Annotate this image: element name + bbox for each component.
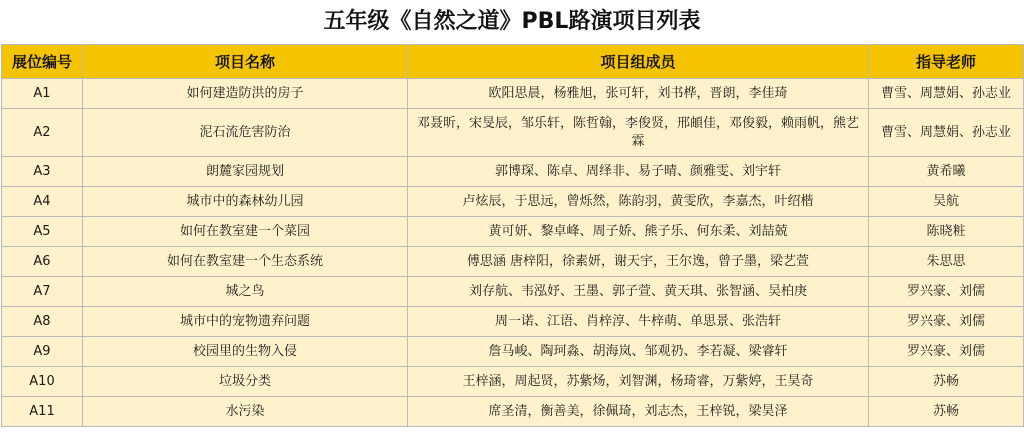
project-name-cell: 城市中的宠物遗弃问题 [83,307,408,337]
teachers-cell: 吴航 [869,187,1024,217]
booth-id-cell: A5 [2,217,83,247]
table-row [2,277,1024,307]
members-cell: 席圣清，衡善美，徐佩琦，刘志杰，王梓锐，梁昊泽 [408,397,869,427]
table-row [2,307,1024,337]
teachers-cell: 黄希曦 [869,157,1024,187]
booth-id-cell: A3 [2,157,83,187]
header-project-name: 项目名称 [83,45,408,79]
project-name-cell: 如何在教室建一个生态系统 [83,247,408,277]
table-row [2,367,1024,397]
members-cell: 詹马峻、陶珂淼、胡海岚、邹观礽、李若凝、梁睿轩 [408,337,869,367]
teachers-cell: 罗兴豪、刘儒 [869,337,1024,367]
members-cell: 欧阳思晨，杨雅旭，张可轩，刘书桦，晋朗，李佳琦 [408,79,869,109]
members-cell: 周一诺、江语、肖梓淳、牛梓萌、单思景、张浩轩 [408,307,869,337]
teachers-cell: 苏畅 [869,367,1024,397]
booth-id-cell: A10 [2,367,83,397]
header-members: 项目组成员 [408,45,869,79]
table-header-row [2,45,1024,79]
teachers-cell: 曹雪、周慧娟、孙志业 [869,109,1024,157]
project-name-cell: 城市中的森林幼儿园 [83,187,408,217]
teachers-cell: 苏畅 [869,397,1024,427]
booth-id-cell: A7 [2,277,83,307]
header-booth-id: 展位编号 [2,45,83,79]
project-name-cell: 城之鸟 [83,277,408,307]
booth-id-cell: A11 [2,397,83,427]
members-cell: 郭博琛、陈卓、周绎非、易子晴、颜雅雯、刘宇轩 [408,157,869,187]
booth-id-cell: A1 [2,79,83,109]
booth-id-cell: A6 [2,247,83,277]
project-name-cell: 如何在教室建一个菜园 [83,217,408,247]
members-cell: 王梓涵，周起贤，苏紫炀，刘智渊，杨琦睿，万紫婷，王昊奇 [408,367,869,397]
project-name-cell: 如何建造防洪的房子 [83,79,408,109]
project-name-cell: 朗麓家园规划 [83,157,408,187]
header-teachers: 指导老师 [869,45,1024,79]
members-cell: 刘存航、韦泓妤、王墨、郭子萱、黄天琪、张智涵、吴柏庚 [408,277,869,307]
page-title: 五年级《自然之道》PBL路演项目列表 [323,9,701,34]
members-cell: 黄可妍、黎卓峰、周子娇、熊子乐、何东柔、刘喆兢 [408,217,869,247]
table-row [2,247,1024,277]
booth-id-cell: A4 [2,187,83,217]
members-cell: 卢炫辰，于思远，曾烁然，陈韵羽，黄雯欣，李嘉杰，叶绍楷 [408,187,869,217]
booth-id-cell: A8 [2,307,83,337]
project-name-cell: 校园里的生物入侵 [83,337,408,367]
booth-id-cell: A9 [2,337,83,367]
project-name-cell: 垃圾分类 [83,367,408,397]
teachers-cell: 罗兴豪、刘儒 [869,307,1024,337]
table-row [2,187,1024,217]
teachers-cell: 罗兴豪、刘儒 [869,277,1024,307]
table-row [2,109,1024,157]
table-row [2,397,1024,427]
members-cell: 邓聂昕，宋旻辰，邹乐轩，陈哲翰，李俊贤，邢頔佳，邓俊毅，赖雨帆，熊艺霖 [408,109,869,157]
teachers-cell: 朱思思 [869,247,1024,277]
teachers-cell: 曹雪、周慧娟、孙志业 [869,79,1024,109]
table-row [2,157,1024,187]
table-row [2,79,1024,109]
members-cell: 傅思涵 唐梓阳，徐素妍，谢天宇，王尔逸，曾子墨，梁艺萱 [408,247,869,277]
booth-id-cell: A2 [2,109,83,157]
project-name-cell: 水污染 [83,397,408,427]
table-row [2,337,1024,367]
project-name-cell: 泥石流危害防治 [83,109,408,157]
teachers-cell: 陈晓粧 [869,217,1024,247]
project-table [1,44,1024,427]
table-row [2,217,1024,247]
